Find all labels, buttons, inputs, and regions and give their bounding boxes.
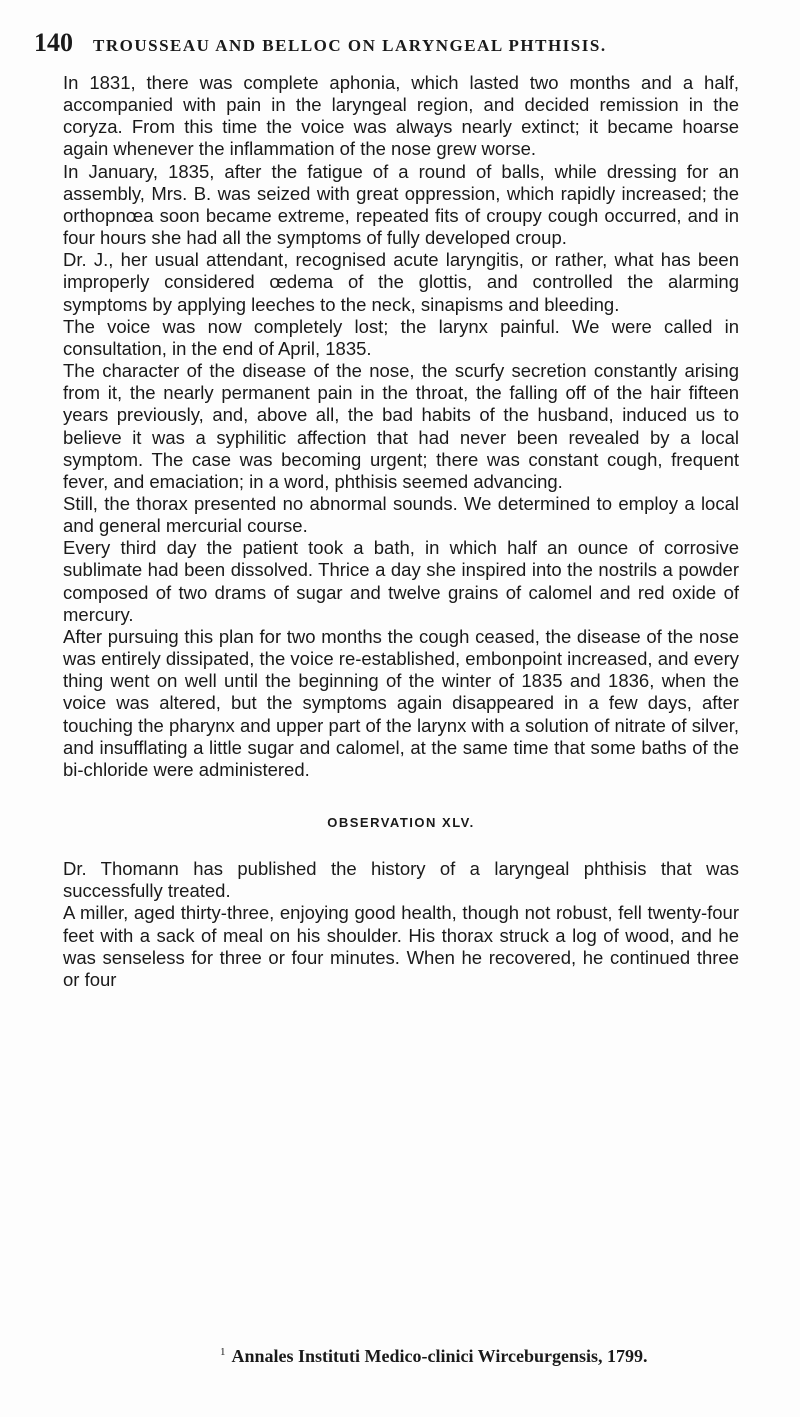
paragraph: The voice was now completely lost; the larynx painful. We were called in consultation, in the end of April, 1835. [63,315,739,359]
paragraph: In 1831, there was complete aphonia, which lasted two months and a half, accompanied with pain in the laryngeal region, and decided remission in the coryza. From this time the voice was always nearly extinct; it became hoarse again whenever the inflammation of the nose grew worse. [63,72,739,160]
footnote [220,1346,648,1367]
paragraph: Still, the thorax presented no abnormal sounds. We determined to employ a local and general mercurial course. [63,492,739,537]
section-heading: OBSERVATION XLV. [327,815,475,830]
paragraph: Every third day the patient took a bath, in which half an ounce of corrosive sublimate had been dissolved. Thrice a day she inspired into the nostrils a powder composed of two drams of sugar and twelve grains of calomel and red oxide of mercury. [63,537,739,625]
paragraph: Dr. Thomann has published the history of a laryngeal phthisis that was successfully treated. [63,858,739,902]
paragraph: After pursuing this plan for two months the cough ceased, the disease of the nose was entirely dissipated, the voice re-established, embonpoint increased, and every thing went on well until the beginning of the winter of 1835 and 1836, when the voice was altered, but the symptoms again disappeared in a few days, after touching the pharynx and upper part of the larynx with a solution of nitrate of silver, and insufflating a little sugar and calomel, at the same time that some baths of the bi-chloride were administered. [63,625,739,780]
page-number: 140 [34,28,73,57]
footnote-text: Annales Instituti Medico-clinici Wirceburgensis, 1799. [231,1346,648,1366]
paragraph [63,902,739,991]
paragraph-text: A miller, aged thirty-three, enjoying good health, though not robust, fell twenty-four feet with a sack of meal on his shoulder. His thorax struck a log of wood, and he was senseless for three or four minutes. When he recovered, he continued three or four [63,902,739,990]
running-head-title: TROUSSEAU AND BELLOC ON LARYNGEAL PHTHISIS. [93,36,607,55]
paragraph: The character of the disease of the nose, the scurfy secretion constantly arising from it, the nearly permanent pain in the throat, the falling off of the hair fifteen years previously, and, above all, the bad habits of the husband, induced us to believe it was a syphilitic affection that had never been revealed by a local symptom. The case was becoming urgent; there was constant cough, frequent fever, and emaciation; in a word, phthisis seemed advancing. [63,360,739,492]
running-head [34,28,754,58]
body-text [63,72,739,991]
paragraph: Dr. J., her usual attendant, recognised acute laryngitis, or rather, what has been improperly considered œdema of the glottis, and controlled the alarming symptoms by applying leeches to the neck, sinapisms and bleeding. [63,249,739,315]
paragraph: In January, 1835, after the fatigue of a round of balls, while dressing for an assembly, Mrs. B. was seized with great oppression, which rapidly increased; the orthopnœa soon became extreme, repeated fits of croupy cough occurred, and in four hours she had all the symptoms of fully developed croup. [63,160,739,249]
footnote-mark: 1 [220,1346,226,1358]
